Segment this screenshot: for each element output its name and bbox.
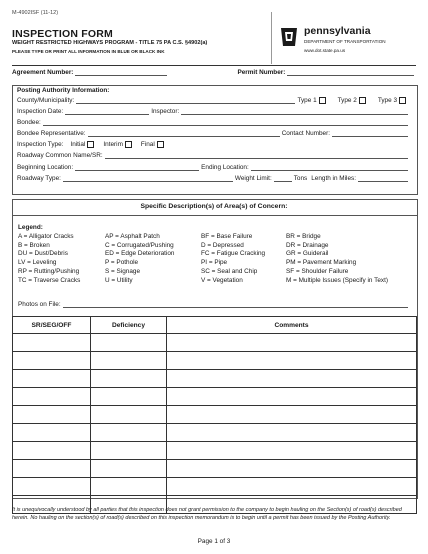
legend-item: U = Utility (105, 276, 133, 284)
legend-item: AP = Asphalt Patch (105, 233, 160, 240)
type2-label: Type 2 (337, 97, 357, 104)
department-name: DEPARTMENT OF TRANSPORTATION (304, 39, 386, 44)
county-field[interactable] (76, 97, 295, 104)
county-row (17, 97, 410, 104)
deficiency-cell[interactable] (91, 460, 167, 478)
comments-cell[interactable] (167, 460, 417, 478)
legend-item: FC = Fatigue Cracking (201, 250, 266, 258)
interim-label: Interim (103, 141, 123, 148)
agreement-number-label: Agreement Number: (12, 69, 74, 76)
weight-limit-field[interactable] (274, 175, 292, 182)
bondee-rep-label: Bondee Representative: (17, 130, 86, 137)
bondee-label: Bondee: (17, 119, 41, 126)
legend-item: LV = Leveling (18, 259, 57, 267)
deficiency-cell[interactable] (91, 478, 167, 496)
table-row (13, 406, 417, 424)
bondee-rep-row (17, 130, 410, 137)
beginning-location-field[interactable] (75, 164, 199, 171)
disclaimer-text: It is unequivocally understood by all parties that this inspection does not grant permission to the company to begin hauling on the Section(s) of road(s) described herein. No hauling on the section(s) of road(s) described on this inspection memorandum is to begin until a permit has been issued by the Posting Authority. (12, 507, 402, 522)
keystone-logo-icon (278, 26, 300, 48)
roadway-type-field[interactable] (63, 175, 233, 182)
roadway-type-row (17, 175, 410, 182)
concern-heading: Specific Description(s) of Area(s) of Concern: (140, 203, 288, 210)
deficiency-cell[interactable] (91, 442, 167, 460)
legend-item: V = Vegetation (201, 276, 243, 284)
sr-seg-off-cell[interactable] (13, 478, 91, 496)
legend-item: RP = Rutting/Pushing (18, 267, 80, 275)
legend-item: ED = Edge Deterioration (105, 250, 175, 258)
legend-item: GR = Guiderail (286, 250, 329, 258)
column-header: Deficiency (91, 317, 167, 334)
deficiency-cell[interactable] (91, 370, 167, 388)
legend-column-1 (18, 233, 80, 285)
photos-label: Photos on File: (18, 301, 61, 308)
sr-seg-off-cell[interactable] (13, 406, 91, 424)
sr-seg-off-cell[interactable] (13, 424, 91, 442)
roadway-name-row (17, 152, 410, 159)
location-row (17, 164, 410, 171)
inspection-date-label: Inspection Date: (17, 108, 64, 115)
comments-cell[interactable] (167, 406, 417, 424)
inspector-field[interactable] (181, 108, 408, 115)
legend-item: PM = Pavement Marking (286, 259, 357, 267)
legend-item: BF = Base Failure (201, 233, 253, 240)
contact-number-field[interactable] (332, 130, 408, 137)
comments-cell[interactable] (167, 370, 417, 388)
column-header: Comments (167, 317, 417, 334)
legend-item: D = Depressed (201, 241, 244, 249)
deficiency-cell[interactable] (91, 388, 167, 406)
comments-cell[interactable] (167, 334, 417, 352)
photos-field[interactable] (63, 301, 408, 308)
legend-item: M = Multiple Issues (Specify in Text) (286, 276, 388, 284)
initial-checkbox[interactable] (87, 141, 94, 148)
sr-seg-off-cell[interactable] (13, 460, 91, 478)
comments-cell[interactable] (167, 478, 417, 496)
legend-item: SC = Seal and Chip (201, 267, 258, 275)
legend-column-3 (201, 233, 265, 285)
deficiency-cell[interactable] (91, 352, 167, 370)
page-number: Page 1 of 3 (197, 538, 231, 545)
interim-checkbox[interactable] (125, 141, 132, 148)
deficiency-table (12, 316, 417, 514)
brand-name: pennsylvania (304, 25, 371, 37)
county-label: County/Municipality: (17, 97, 75, 104)
table-row (13, 352, 417, 370)
legend-item: PI = Pipe (201, 259, 228, 267)
deficiency-cell[interactable] (91, 334, 167, 352)
inspector-label: Inspector: (151, 108, 180, 115)
legend-item: A = Alligator Cracks (18, 233, 74, 240)
type3-checkbox[interactable] (399, 97, 406, 104)
table-row (13, 334, 417, 352)
weight-limit-label: Weight Limit: (234, 175, 272, 182)
type2-checkbox[interactable] (359, 97, 366, 104)
legend-column-4 (286, 233, 388, 285)
ending-location-field[interactable] (251, 164, 408, 171)
legend-item: C = Corrugated/Pushing (105, 241, 174, 249)
department-url[interactable]: www.dot.state.pa.us (304, 48, 346, 53)
table-row (13, 442, 417, 460)
legend-item: DU = Dust/Debris (18, 250, 68, 258)
inspection-date-row (17, 108, 410, 115)
column-header: SR/SEG/OFF (13, 317, 91, 334)
final-label: Final (140, 141, 155, 148)
header-divider (271, 12, 272, 64)
form-subtitle: WEIGHT RESTRICTED HIGHWAYS PROGRAM - TITLE 75 PA C.S. §4902(a) (12, 40, 208, 46)
length-miles-field[interactable] (358, 175, 408, 182)
legend-title: Legend: (18, 224, 43, 231)
legend-item: TC = Traverse Cracks (18, 276, 81, 284)
comments-cell[interactable] (167, 352, 417, 370)
roadway-name-label: Roadway Common Name/SR: (17, 152, 103, 159)
table-row (13, 388, 417, 406)
legend-item: B = Broken (18, 241, 50, 249)
comments-cell[interactable] (167, 424, 417, 442)
comments-cell[interactable] (167, 442, 417, 460)
inspection-type-row (17, 141, 168, 148)
permit-number-label: Permit Number: (237, 69, 286, 76)
permit-number-field[interactable] (287, 69, 414, 76)
form-title: INSPECTION FORM (12, 28, 114, 40)
legend-item: P = Pothole (105, 259, 139, 267)
agreement-number-field[interactable] (75, 69, 167, 76)
type1-checkbox[interactable] (319, 97, 326, 104)
inspection-date-field[interactable] (65, 108, 149, 115)
inspection-type-label: Inspection Type: (17, 141, 64, 148)
contact-number-label: Contact Number: (281, 130, 330, 137)
legend-column-2 (105, 233, 174, 285)
legend-item: S = Signage (105, 267, 140, 275)
posting-heading: Posting Authority Information: (17, 87, 110, 94)
legend-item: BR = Bridge (286, 233, 321, 240)
bondee-row (17, 119, 410, 126)
header-rule (12, 65, 416, 66)
sr-seg-off-cell[interactable] (13, 442, 91, 460)
comments-cell[interactable] (167, 388, 417, 406)
bondee-field[interactable] (43, 119, 408, 126)
tons-label: Tons (293, 175, 308, 182)
table-row (13, 370, 417, 388)
table-header-row (13, 317, 417, 334)
table-row (13, 460, 417, 478)
final-checkbox[interactable] (157, 141, 164, 148)
sr-seg-off-cell[interactable] (13, 352, 91, 370)
bondee-rep-field[interactable] (88, 130, 280, 137)
initial-label: Initial (70, 141, 86, 148)
type1-label: Type 1 (297, 97, 317, 104)
table-row (13, 478, 417, 496)
ending-location-label: Ending Location: (201, 164, 249, 171)
legend-item: DR = Drainage (286, 241, 329, 249)
agreement-permit-row (12, 69, 416, 76)
sr-seg-off-cell[interactable] (13, 388, 91, 406)
sr-seg-off-cell[interactable] (13, 334, 91, 352)
form-code: M-4902ISF (11-12) (12, 10, 59, 16)
beginning-location-label: Beginning Location: (17, 164, 74, 171)
deficiency-cell[interactable] (91, 406, 167, 424)
roadway-type-label: Roadway Type: (17, 175, 61, 182)
deficiency-cell[interactable] (91, 424, 167, 442)
ink-instruction: PLEASE TYPE OR PRINT ALL INFORMATION IN BLUE OR BLACK INK (12, 49, 165, 54)
length-miles-label: Length in Miles: (311, 175, 356, 182)
legend-item: SF = Shoulder Failure (286, 267, 349, 275)
type3-label: Type 3 (377, 97, 397, 104)
photos-row (18, 301, 410, 308)
roadway-name-field[interactable] (105, 152, 408, 159)
concern-heading-rule (12, 215, 417, 216)
table-row (13, 424, 417, 442)
sr-seg-off-cell[interactable] (13, 370, 91, 388)
